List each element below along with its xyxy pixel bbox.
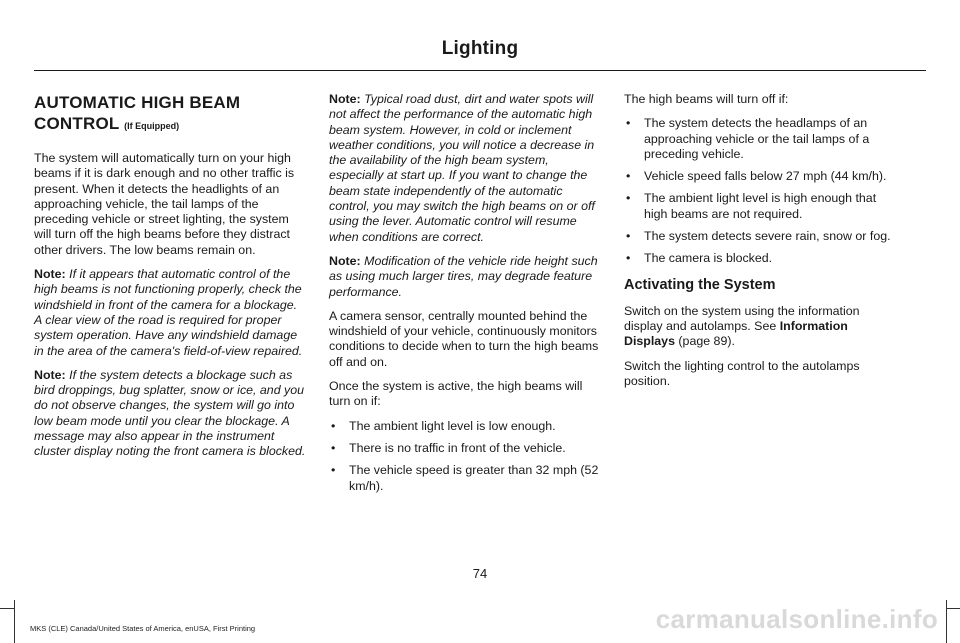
list-item-text: The system detects severe rain, snow or fog. [644, 229, 891, 244]
list-item [624, 229, 896, 244]
note-text: Typical road dust, dirt and water spots will not affect the performance of the automatic high beam system. However, in cold or inclement weather conditions, you will notice a decrease in the availability of the high beam system, especially at start up. If you want to change the beam state independently of the automatic control, you may switch the high beams on or off using the lever. Automatic control will resume when conditions are correct. [329, 92, 595, 244]
activating-system-heading: Activating the System [624, 276, 776, 293]
turn-off-paragraph: The high beams will turn off if: [624, 92, 789, 106]
watermark: carmanualsonline.info [655, 604, 938, 634]
list-item-text: The ambient light level is low enough. [349, 418, 556, 433]
list-item-text: Vehicle speed falls below 27 mph (44 km/h). [644, 169, 887, 184]
turn-off-list [624, 116, 896, 266]
bullet-icon: • [331, 463, 336, 478]
list-item-text: The system detects the headlamps of an approaching vehicle or the tail lamps of a preceding vehicle. [644, 116, 870, 161]
section-heading-line2: CONTROL [34, 114, 120, 133]
section-heading-line1: AUTOMATIC HIGH BEAM [34, 93, 241, 112]
list-item-text: The camera is blocked. [644, 251, 773, 266]
bullet-icon: • [331, 418, 336, 433]
note-label: Note: [34, 367, 66, 382]
note-text: If it appears that automatic control of the high beams is not functioning properly, check the windshield in front of the camera for a blockage. A clear view of the road is required for proper system operation. Have any windshield damage in the area of the camera's field-of-view repaired. [34, 267, 303, 358]
intro-paragraph: The system will automatically turn on your high beams if it is dark enough and no other traffic is present. When it detects the headlights of an approaching vehicle, the tail lamps of the preceding vehicle or street lighting, the system will turn off the high beams before they distract other drivers. The low beams remain on. [34, 151, 295, 257]
activate-paragraph [624, 304, 896, 350]
turn-on-list [329, 419, 601, 494]
note-paragraph [329, 254, 601, 300]
note-paragraph [34, 368, 306, 460]
list-item [329, 441, 601, 456]
list-item [329, 419, 601, 434]
section-heading [34, 92, 306, 137]
crop-mark [946, 608, 960, 609]
list-item-text: The vehicle speed is greater than 32 mph (52 km/h). [349, 463, 599, 493]
note-paragraph [329, 92, 601, 245]
bullet-icon: • [626, 169, 631, 184]
if-equipped-tag: (If Equipped) [124, 121, 180, 131]
page-title: Lighting [441, 38, 519, 59]
information-displays-link[interactable]: Information Displays [624, 318, 848, 349]
column-2 [329, 92, 601, 503]
bullet-icon: • [626, 229, 631, 244]
note-text: Modification of the vehicle ride height such as using much larger tires, may degrade feature performance. [329, 253, 598, 299]
list-item [624, 169, 896, 184]
camera-sensor-paragraph: A camera sensor, centrally mounted behind the windshield of your vehicle, continuously monitors conditions to decide when to turn the high beams off and on. [329, 308, 599, 369]
crop-mark [14, 600, 15, 643]
final-paragraph: Switch the lighting control to the autolamps position. [624, 358, 860, 388]
note-label: Note: [34, 267, 66, 282]
page-number: 74 [472, 566, 488, 581]
bullet-icon: • [626, 116, 631, 131]
list-item [329, 463, 601, 494]
note-text: If the system detects a blockage such as bird droppings, bug splatter, snow or ice, and you do not observe changes, the system will go into low beam mode until you clear the blockage. A message may also appear in the instrument cluster display noting the front camera is blocked. [34, 367, 306, 459]
header-divider [34, 70, 926, 71]
activate-text: Switch on the system using the information display and autolamps. See [624, 303, 860, 333]
column-1 [34, 92, 306, 469]
list-item [624, 191, 896, 222]
list-item-text: There is no traffic in front of the vehicle. [349, 440, 566, 455]
turn-on-paragraph: Once the system is active, the high beams will turn on if: [329, 379, 583, 409]
document-info: MKS (CLE) Canada/United States of America, enUSA, First Printing [30, 624, 256, 633]
bullet-icon: • [626, 251, 631, 266]
note-label: Note: [329, 92, 361, 106]
crop-mark [0, 608, 14, 609]
bullet-icon: • [626, 191, 631, 206]
column-3 [624, 92, 896, 398]
page-reference: (page 89). [678, 334, 735, 349]
bullet-icon: • [331, 440, 336, 455]
list-item [624, 116, 896, 162]
note-paragraph [34, 267, 306, 359]
list-item-text: The ambient light level is high enough that high beams are not required. [644, 191, 877, 221]
list-item [624, 251, 896, 266]
note-label: Note: [329, 253, 361, 268]
crop-mark [946, 600, 947, 643]
